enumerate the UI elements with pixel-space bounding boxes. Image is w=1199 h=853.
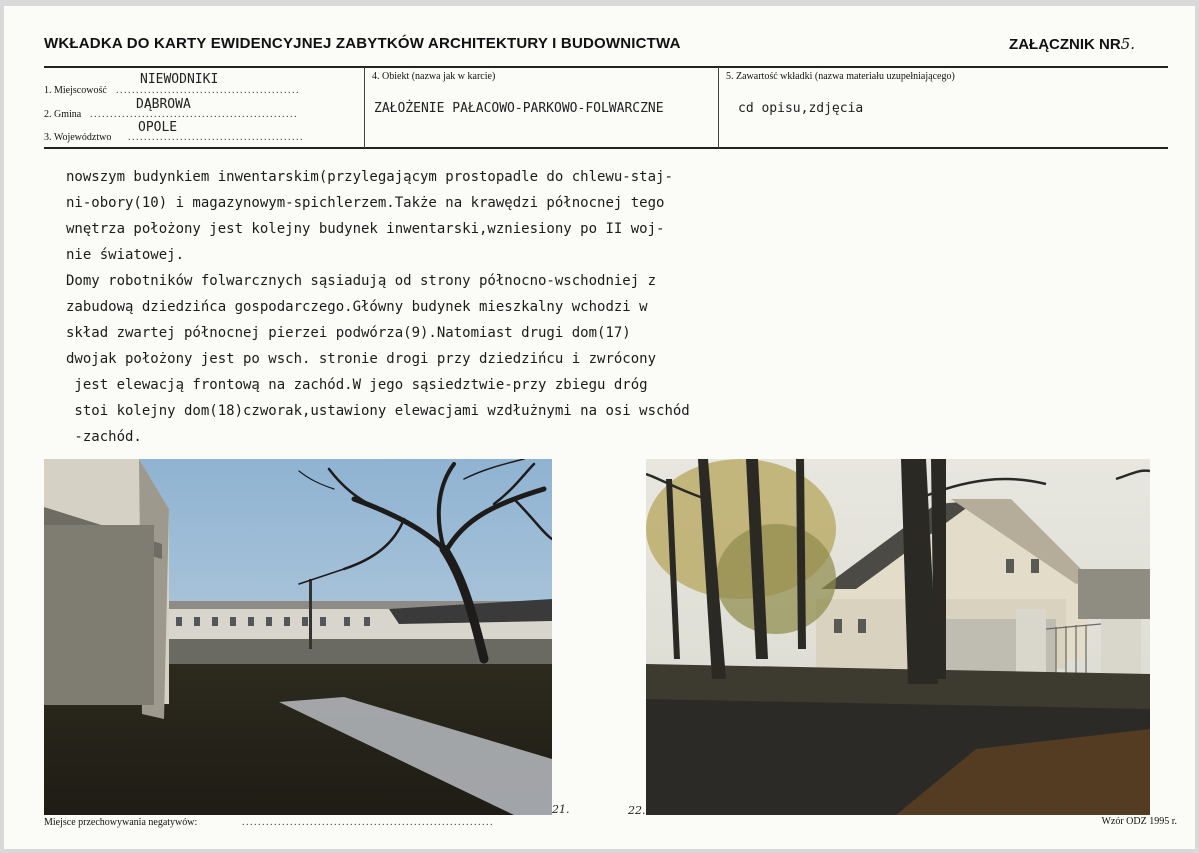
field-wojewodztwo-value: OPOLE [138, 120, 178, 135]
description-text [66, 164, 690, 450]
header-rule-bottom [44, 147, 1168, 149]
document-sheet [4, 6, 1195, 849]
field-obiekt-value: ZAŁOŻENIE PAŁACOWO-PARKOWO-FOLWARCZNE [374, 101, 664, 116]
description-line: wnętrza położony jest kolejny budynek inwentarski,wzniesiony po II woj- [66, 221, 665, 237]
field-divider-2 [718, 67, 719, 148]
description-line: skład zwartej północnej pierzei podwórza(9).Natomiast drugi dom(17) [66, 325, 631, 341]
description-line: stoi kolejny dom(18)czworak,ustawiony elewacjami wzdłużnymi na osi wschód [66, 403, 690, 419]
photo-number-right: 22. [628, 804, 646, 817]
field-divider-1 [364, 67, 365, 148]
photo-farm-courtyard [44, 459, 552, 815]
field-gmina-label: 2. Gmina [44, 109, 82, 120]
document-title: WKŁADKA DO KARTY EWIDENCYJNEJ ZABYTKÓW ARCHITEKTURY I BUDOWNICTWA [44, 35, 681, 52]
field-obiekt-label: 4. Obiekt (nazwa jak w karcie) [372, 71, 496, 82]
description-line: ni-obory(10) i magazynowym-spichlerzem.Także na krawędzi północnej tego [66, 195, 665, 211]
field-miejscowosc-label: 1. Miejscowość [44, 85, 107, 96]
header-rule-top [44, 66, 1168, 68]
field-gmina-dots: .................................................... [90, 109, 298, 120]
description-line: Domy robotników folwarcznych sąsiadują od strony północno-wschodniej z [66, 273, 657, 289]
description-line: dwojak położony jest po wsch. stronie drogi przy dziedzińcu i zwrócony [66, 351, 657, 367]
field-gmina-value: DĄBROWA [136, 97, 191, 112]
field-zawartosc-label: 5. Zawartość wkładki (nazwa materiału uzupełniającego) [726, 71, 955, 82]
negatives-location-dots: ............................................................... [242, 817, 494, 828]
description-line: nie światowej. [66, 247, 185, 263]
field-miejscowosc-value: NIEWODNIKI [140, 72, 219, 87]
form-model-label: Wzór ODZ 1995 r. [1101, 816, 1177, 827]
field-wojewodztwo-label: 3. Województwo [44, 132, 112, 143]
annex-number: 5. [1120, 35, 1135, 53]
description-line: zabudową dziedzińca gospodarczego.Główny budynek mieszkalny wchodzi w [66, 299, 648, 315]
description-line: nowszym budynkiem inwentarskim(przylegającym prostopadle do chlewu-staj- [66, 169, 673, 185]
photo-number-left: 21. [552, 803, 570, 816]
field-wojewodztwo-dots: ............................................ [128, 132, 304, 143]
description-line: -zachód. [66, 429, 142, 445]
description-line: jest elewacją frontową na zachód.W jego sąsiedztwie-przy zbiegu dróg [66, 377, 648, 393]
annex-label [1009, 35, 1135, 53]
negatives-location-label: Miejsce przechowywania negatywów: [44, 817, 198, 828]
photo-farm-house [646, 459, 1150, 815]
annex-label-text: ZAŁĄCZNIK NR [1009, 36, 1121, 53]
field-zawartosc-value: cd opisu,zdjęcia [738, 101, 864, 116]
field-miejscowosc-dots: .............................................. [116, 85, 300, 96]
